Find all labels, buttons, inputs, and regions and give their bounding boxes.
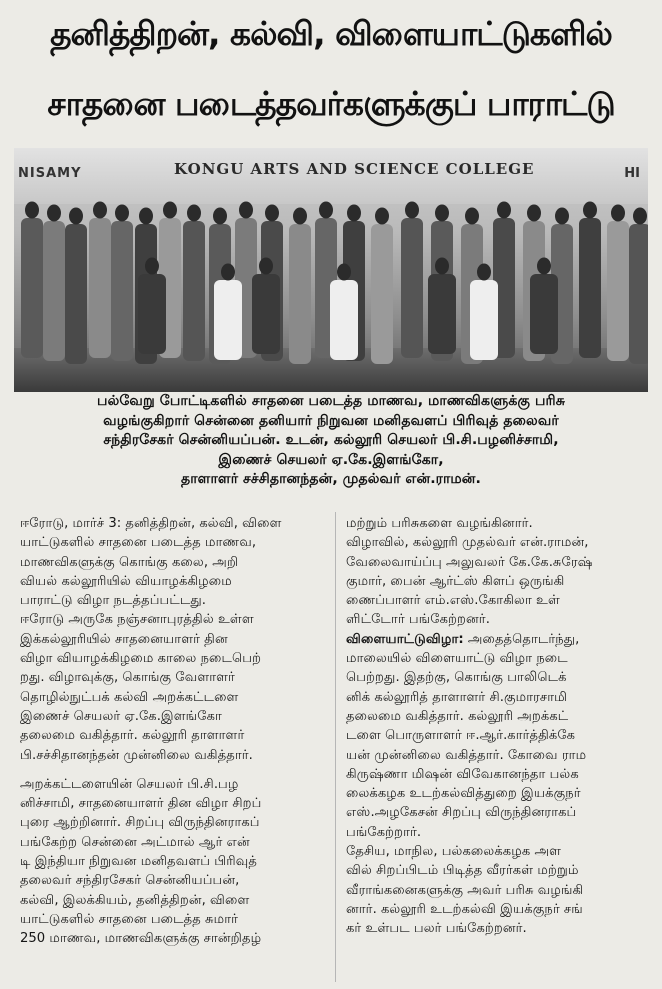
subheading-sports-festival: விளையாட்டுவிழா: <box>346 631 464 647</box>
banner-left-text: NISAMY <box>18 166 82 181</box>
text-line: பெற்றது. இதற்கு, கொங்கு பாலிடெக் <box>346 670 567 686</box>
paragraph <box>20 610 335 764</box>
text-line: தலைமை வகித்தார். கல்லூரி தாளாளர் <box>20 728 245 744</box>
text-line: டி இந்தியா நிறுவன மனிதவளப் பிரிவுத் <box>20 854 257 870</box>
person-silhouette <box>579 202 601 359</box>
text-line: கிருஷ்ணா மிஷன் விவேகானந்தா பல்க <box>346 766 579 782</box>
group-photo <box>14 148 648 392</box>
text-line: ளிட்டோர் பங்கேற்றனர். <box>346 612 490 628</box>
text-line: யாட்டுகளில் சாதனை படைத்த சுமார் <box>20 911 239 927</box>
paragraph <box>20 775 335 949</box>
text-line: தொழில்நுட்பக் கல்வி அறக்கட்டளை <box>20 689 239 705</box>
person-silhouette <box>111 205 133 362</box>
text-line: ஈரோடு அருகே நஞ்சனாபுரத்தில் உள்ள <box>20 612 254 628</box>
text-line: பங்கேற்றார். <box>346 824 422 840</box>
headline-line-2: சாதனை படைத்தவர்களுக்குப் பாராட்டு <box>47 84 615 123</box>
article-right-column <box>346 514 661 939</box>
caption-line: தாளாளர் சச்சிதானந்தன், முதல்வர் என்.ராமன். <box>181 471 481 487</box>
article-left-column <box>20 514 335 949</box>
text-line: இக்கல்லூரியில் சாதனையாளர் தின <box>20 631 228 647</box>
banner-right-text: HI <box>624 166 640 181</box>
caption-line: இணைச் செயலர் ஏ.கே.இளங்கோ, <box>218 451 444 468</box>
headline-line-1: தனித்திறன், கல்வி, விளையாட்டுகளில் <box>50 14 612 53</box>
text-line: றது. விழாவுக்கு, கொங்கு வேளாளர் <box>20 670 235 686</box>
text-line: பி.சச்சிதானந்தன் முன்னிலை வகித்தார். <box>20 747 253 763</box>
text-line: வியல் கல்லூரியில் வியாழக்கிழமை <box>20 573 232 589</box>
text-line: 250 மாணவ, மாணவிகளுக்கு சான்றிதழ் <box>20 931 262 947</box>
text-line: தேசிய, மாநில, பல்கலைக்கழக அள <box>346 844 562 860</box>
text-line: தலைவர் சந்திரசேகர் சென்னியப்பன், <box>20 873 240 889</box>
text-line: மாலையில் விளையாட்டு விழா நடை <box>346 651 568 667</box>
text-line: யாட்டுகளில் சாதனை படைத்த மாணவ, <box>20 535 257 551</box>
text-line: வேலைவாய்ப்பு அலுவலர் கே.கே.சுரேஷ் <box>346 554 593 570</box>
text-line: வீராங்கனைகளுக்கு அவர் பரிசு வழங்கி <box>346 882 584 898</box>
text-line: குமார், பைன் ஆர்ட்ஸ் கிளப் ஒருங்கி <box>346 573 565 589</box>
text-line: ணைப்பாளர் எம்.எஸ்.கோகிலா உள் <box>346 593 560 609</box>
person-silhouette <box>89 202 111 359</box>
text-line: லைக்கழக உடற்கல்வித்துறை இயக்குநர் <box>346 786 581 802</box>
text-line: யன் முன்னிலை வகித்தார். கோவை ராம <box>346 747 587 763</box>
person-silhouette <box>21 202 43 359</box>
text-line: வில் சிறப்பிடம் பிடித்த வீரர்கள் மற்றும் <box>346 863 579 879</box>
text-line: ஈரோடு, மார்ச் 3: தனித்திறன், கல்வி, விளை <box>20 516 282 531</box>
text-line: டளை பொருளாளர் ஈ.ஆர்.கார்த்திக்கே <box>346 728 576 744</box>
person-silhouette <box>371 208 393 365</box>
column-divider <box>335 512 336 982</box>
paragraph <box>346 514 661 533</box>
person-silhouette <box>401 202 423 359</box>
banner-college-name: KONGU ARTS AND SCIENCE COLLEGE <box>174 160 535 178</box>
paragraph <box>20 514 335 610</box>
person-silhouette <box>289 208 311 365</box>
text-line: எஸ்.அழகேசன் சிறப்பு விருந்தினராகப் <box>346 805 577 821</box>
paragraph <box>346 630 661 842</box>
photo-caption <box>30 392 632 490</box>
text-line: தலைமை வகித்தார். கல்லூரி அறக்கட் <box>346 708 569 724</box>
crowd-silhouettes <box>14 148 648 392</box>
text-line <box>346 630 661 649</box>
person-silhouette <box>629 208 648 365</box>
person-silhouette <box>65 208 87 365</box>
text-line: கல்வி, இலக்கியம், தனித்திறன், விளை <box>20 892 250 908</box>
caption-line: வழங்குகிறார் சென்னை தனியார் நிறுவன மனிதவளப் பிரிவுத் தலைவர் <box>103 412 559 429</box>
paragraph <box>346 842 661 938</box>
caption-line: சந்திரசேகர் சென்னியப்பன். உடன், கல்லூரி செயலர் பி.சி.பழனிச்சாமி, <box>103 432 559 448</box>
text-line: னிச்சாமி, சாதனையாளர் தின விழா சிறப் <box>20 796 262 812</box>
text-line: பங்கேற்ற சென்னை அட்மால் ஆர் என் <box>20 834 250 850</box>
text-line: பாராட்டு விழா நடத்தப்பட்டது. <box>20 593 206 609</box>
text-line: னிக் கல்லூரித் தாளாளர் சி.குமாரசாமி <box>346 689 568 705</box>
caption-line: பல்வேறு போட்டிகளில் சாதனை படைத்த மாணவ, மாணவிகளுக்கு பரிசு <box>97 393 565 409</box>
text-line: விழா வியாழக்கிழமை காலை நடைபெற் <box>20 651 262 667</box>
paragraph <box>346 533 661 629</box>
person-silhouette <box>43 205 65 362</box>
text-line: மாணவிகளுக்கு கொங்கு கலை, அறி <box>20 554 239 570</box>
text-line: கர் உள்பட பலர் பங்கேற்றனர். <box>346 921 527 937</box>
person-silhouette <box>183 205 205 362</box>
text-line: னார். கல்லூரி உடற்கல்வி இயக்குநர் சங் <box>346 901 583 917</box>
text-line: விழாவில், கல்லூரி முதல்வர் என்.ராமன், <box>346 535 589 551</box>
text-line: புரை ஆற்றினார். சிறப்பு விருந்தினராகப் <box>20 815 260 831</box>
text-line: அறக்கட்டளையின் செயலர் பி.சி.பழ <box>20 776 239 792</box>
text-line: இணைச் செயலர் ஏ.கே.இளங்கோ <box>20 708 222 724</box>
text-fragment: அதைத்தொடர்ந்து, <box>463 631 580 647</box>
text-line: மற்றும் பரிசுகளை வழங்கினார். <box>346 516 533 531</box>
person-silhouette <box>607 205 629 362</box>
